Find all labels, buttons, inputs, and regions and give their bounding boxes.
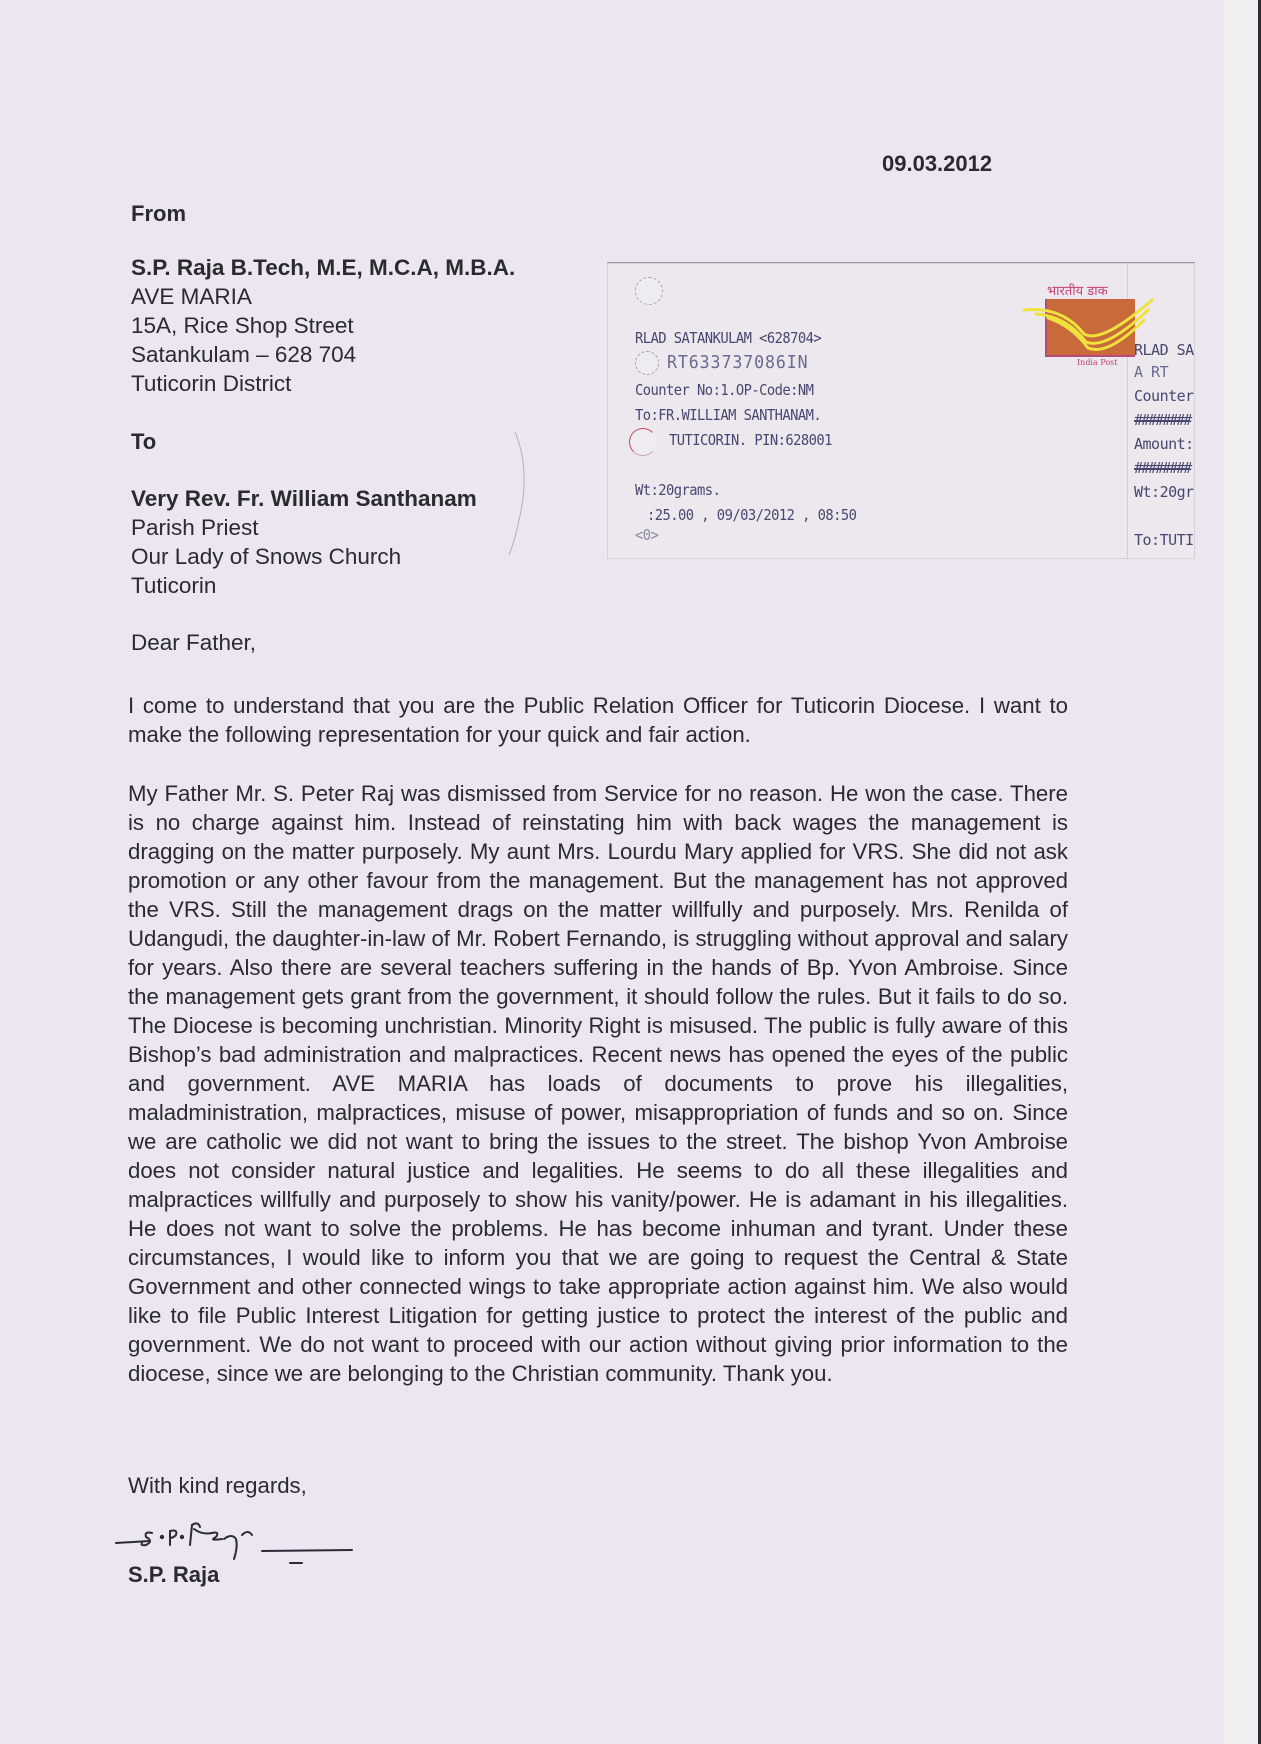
scan-edge-strip [1224,0,1258,1744]
receipt-weight-line: Wt:20grams. [635,481,721,499]
recipient-block [131,484,477,600]
sender-block [131,253,515,398]
stub-line: ######## [1134,459,1191,477]
letter-date: 09.03.2012 [882,151,993,176]
sender-name: S.P. Raja B.Tech, M.E, M.C.A, M.B.A. [131,255,516,280]
postal-receipt [607,262,1195,559]
stub-line: Wt:20gr [1134,483,1194,501]
receipt-code-line: <0> [635,526,659,544]
recipient-address-line: Our Lady of Snows Church [131,544,402,569]
punch-hole-icon [629,428,657,456]
stub-line: Counter [1134,387,1194,405]
punch-hole-icon [635,351,659,375]
body-paragraph [128,779,1068,1388]
from-label: From [131,201,186,226]
sender-address-line: 15A, Rice Shop Street [131,313,354,338]
salutation: Dear Father, [131,630,257,655]
paragraph-text: I come to understand that you are the Public Relation Officer for Tuticorin Diocese. I want to make the following representation for your quick and fair action. [128,693,1068,747]
sender-address-line: Satankulam – 628 704 [131,342,357,367]
receipt-addressee-line: To:FR.WILLIAM SANTHANAM. [635,406,822,424]
receipt-counter-line: Counter No:1.OP-Code:NM [635,381,814,399]
recipient-name: Very Rev. Fr. William Santhanam [131,486,477,511]
closing: With kind regards, [128,1473,307,1498]
sender-address-line: Tuticorin District [131,371,292,396]
receipt-amount-date-line: :25.00 , 09/03/2012 , 08:50 [647,506,857,524]
india-post-hindi-label: भारतीय डाक [1047,284,1108,299]
recipient-address-line: Parish Priest [131,515,259,540]
recipient-address-line: Tuticorin [131,573,217,598]
to-label: To [131,429,157,454]
receipt-destination-line: TUTICORIN. PIN:628001 [669,431,832,449]
stub-line: ######## [1134,411,1191,429]
receipt-office-line: RLAD SATANKULAM <628704> [635,329,822,347]
stub-line: RLAD SA [1134,341,1194,359]
india-post-english-label: India Post [1077,358,1118,367]
body-paragraph [128,691,1068,749]
receipt-tracking-number: RT633737086IN [667,352,809,373]
signatory-name: S.P. Raja [128,1562,220,1587]
stub-line: To:TUTI [1134,531,1194,549]
stub-line: A RT [1134,363,1169,381]
punch-hole-icon [635,277,663,305]
stub-line: Amount: [1134,435,1194,453]
sender-address-line: AVE MARIA [131,284,252,309]
paragraph-text: My Father Mr. S. Peter Raj was dismissed from Service for no reason. He won the case. There is no charge against him. Instead of reinstating him with back wages the management is dragging on the matter purposely. My aunt Mrs. Lourdu Mary applied for VRS. She did not ask promotion or any other favour from the management. But the management has not approved the VRS. Still the management drags on the matter willfully and purposely. Mrs. Renilda of Udangudi, the daughter-in-law of Mr. Robert Fernando, is struggling without approval and salary for years. Also there are several teachers suffering in the hands of Bp. Yvon Ambroise. Since the management gets grant from the government, it should follow the rules. But it fails to do so. The Diocese is becoming unchristian. Minority Right is misused. The public is fully aware of this Bishop’s bad administration and malpractices. Recent news has opened the eyes of the public and government. AVE MARIA has loads of documents to prove his illegalities, maladministration, malpractices, misuse of power, misappropriation of funds and so on. Since we are catholic we did not want to bring the issues to the street. The bishop Yvon Ambroise does not consider natural justice and legalities. He seems to do all these illegalities and malpractices willfully and purposely to show his vanity/power. He is adamant in his illegalities. He does not want to solve the problems. He has become inhuman and tyrant. Under these circumstances, I would like to inform you that we are going to request the Central & State Government and other connected wings to take appropriate action against him. We also would like to file Public Interest Litigation for getting justice to protect the interest of the public and government. We do not want to proceed with our action without giving prior information to the diocese, since we are belonging to the Christian community. Thank you. [128,781,1068,1386]
pen-stroke-mark [505,430,535,560]
